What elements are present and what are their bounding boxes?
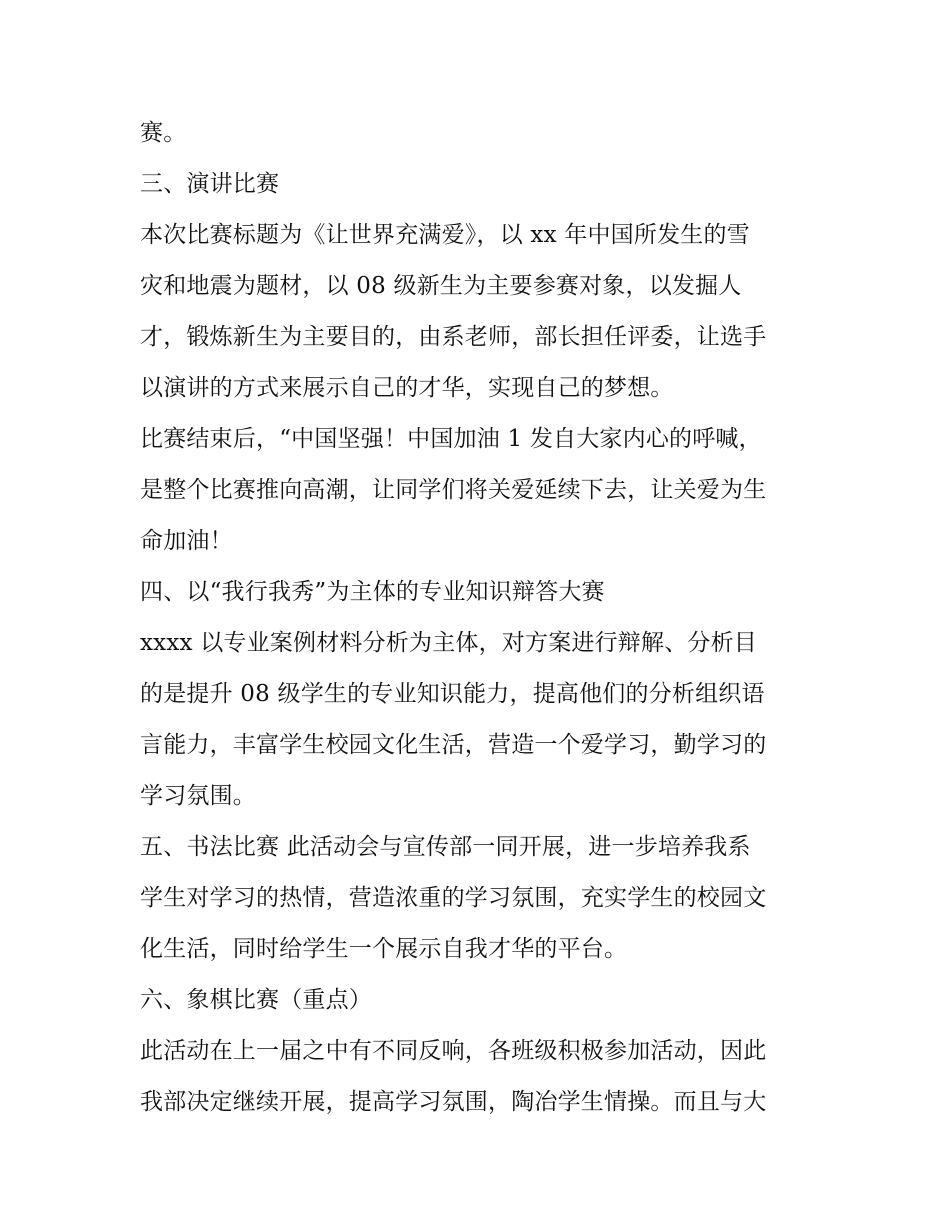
text-line: 的是提升 08 级学生的专业知识能力，提高他们的分析组织语 [140,681,765,707]
text-line: 赛。 [140,120,187,146]
document-body [140,108,820,1128]
text-line: 学生对学习的热情，营造浓重的学习氛围，充实学生的校园文 [140,885,767,911]
text-line: 此活动在上一届之中有不同反响，各班级积极参加活动，因此 [140,1038,767,1064]
section-heading-chess-contest: 六、象棋比赛（重点） [140,987,372,1013]
text-line: 学习氛围。 [140,783,256,809]
text-line: 命加油！ [140,528,233,554]
text-line: 比赛结束后，“中国坚强！中国加油 1 发自大家内心的呼喊， [140,426,762,452]
section-heading-calligraphy-contest: 五、书法比赛 此活动会与宣传部一同开展，进一步培养我系 [140,834,751,860]
text-line: 言能力，丰富学生校园文化生活，营造一个爱学习，勤学习的 [140,732,767,758]
text-line: 我部决定继续开展，提高学习氛围，陶冶学生情操。而且与大 [140,1089,767,1115]
section-heading-speech-contest: 三、演讲比赛 [140,171,280,197]
text-line: 以演讲的方式来展示自己的才华，实现自己的梦想。 [140,375,674,401]
text-line: 是整个比赛推向高潮，让同学们将关爱延续下去，让关爱为生 [140,477,767,503]
text-line: xxxx 以专业案例材料分析为主体，对方案进行辩解、分析目 [140,630,757,656]
text-line: 灾和地震为题材，以 08 级新生为主要参赛对象，以发掘人 [140,273,742,299]
text-line: 才，锻炼新生为主要目的，由系老师，部长担任评委，让选手 [140,324,767,350]
text-line: 化生活，同时给学生一个展示自我才华的平台。 [140,936,628,962]
text-line: 本次比赛标题为《让世界充满爱》，以 xx 年中国所发生的雪 [140,222,750,248]
section-heading-knowledge-contest: 四、以“我行我秀”为主体的专业知识辩答大赛 [140,579,605,605]
